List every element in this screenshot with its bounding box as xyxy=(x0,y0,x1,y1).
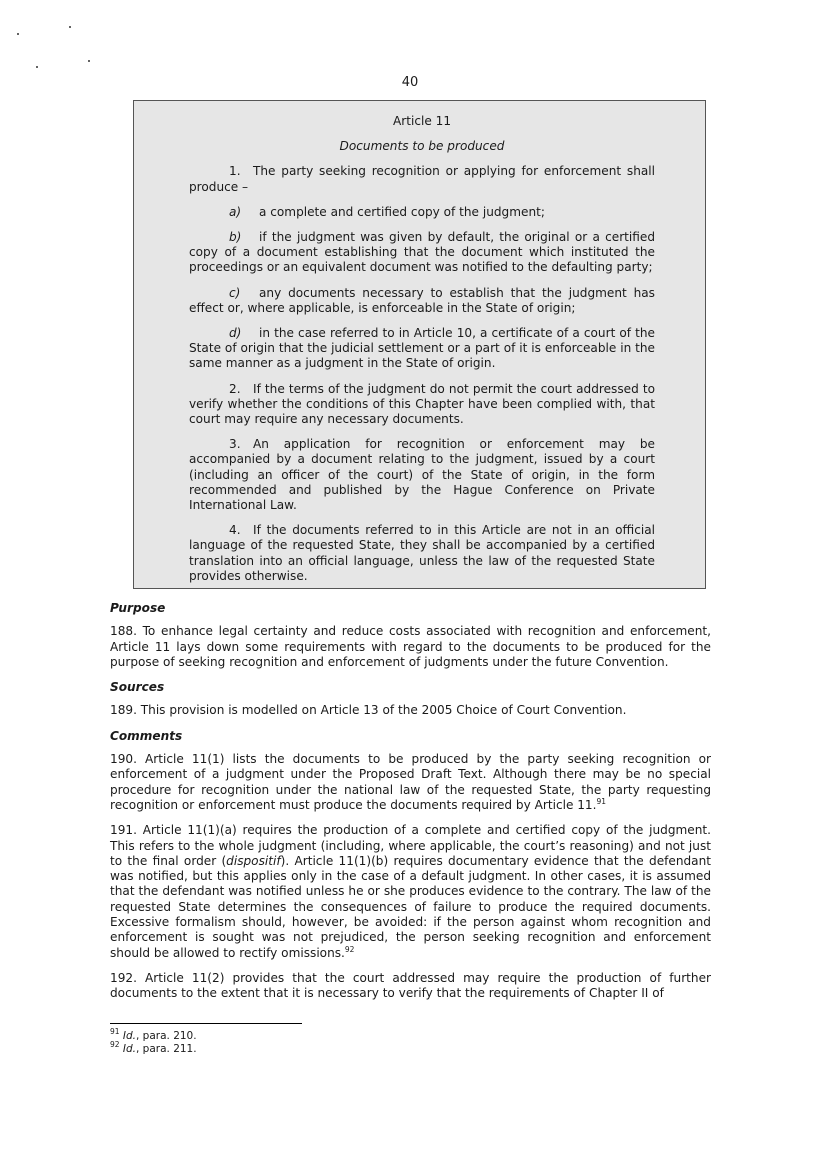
section-heading-purpose: Purpose xyxy=(110,601,166,615)
footnotes xyxy=(110,1027,197,1056)
paragraph-text: If the terms of the judgment do not permit the court addressed to verify whether the conditions of this Chapter have been complied with, that court may require any necessary documents. xyxy=(189,381,655,427)
paragraph-text: ). Article 11(1)(b) requires documentary evidence that the defendant was notified, but this applies only in the case of a default judgment. In other cases, it is assumed that the defendant was notified unless he or she produces evidence to the contrary. The law of the requested State determines the consequences of failure to produce the required documents. Excessive formalism should, however, be avoided: if the person against whom recognition and enforcement is sought was not prejudiced, the person seeking recognition and enforcement should be allowed to rectify omissions. xyxy=(110,853,711,960)
paragraph-marker: 1. xyxy=(229,164,241,179)
footnote-italic: Id. xyxy=(122,1030,136,1042)
article-subparagraph-c xyxy=(189,286,655,316)
footnote-italic: Id. xyxy=(122,1043,136,1055)
paragraph-text: The party seeking recognition or applying for enforcement shall produce – xyxy=(189,164,655,194)
paragraph-text: if the judgment was given by default, the original or a certified copy of a document establishing that the document which instituted the proceedings or an equivalent document was notified to the defaulting party; xyxy=(189,230,655,275)
paragraph-marker: d) xyxy=(229,326,242,341)
article-subparagraph-d xyxy=(189,326,655,372)
scan-speck xyxy=(17,33,19,35)
footnote-number: 92 xyxy=(110,1040,120,1049)
section-heading-sources: Sources xyxy=(110,680,165,695)
paragraph-text: in the case referred to in Article 10, a certificate of a court of the State of origin that the judicial settlement or a part of it is enforceable in the same manner as a judgment in the State of origin. xyxy=(189,326,655,371)
scan-speck xyxy=(88,60,90,62)
report-body xyxy=(110,601,711,1012)
section-heading-comments: Comments xyxy=(110,728,183,743)
article-paragraph-4 xyxy=(189,523,655,584)
paragraph-text: If the documents referred to in this Article are not in an official language of the requested State, they shall be accompanied by a certified translation into an official language, unless the law of the requested State provides otherwise. xyxy=(189,523,655,583)
paragraph-text: 191. Article 11(1)(a) requires the production of a complete and certified copy of the judgment. This refers to the whole judgment (including, where applicable, the court’s reasoning) and not just to the final order ( xyxy=(110,823,711,868)
paragraph-188: 188. To enhance legal certainty and reduce costs associated with recognition and enforcement, Article 11 lays down some requirements with regard to the documents to be produced for the purpose of seeking recognition and enforcement of judgments under the future Convention. xyxy=(110,624,711,669)
footnote-text: , para. 210. xyxy=(136,1030,197,1042)
paragraph-text: An application for recognition or enforcement may be accompanied by a document relating to the judgment, issued by a court (including an officer of the court) of the State of origin, in the form recommended and published by the Hague Conference on Private International Law. xyxy=(189,437,655,513)
scan-speck xyxy=(69,26,71,28)
article-title: Article 11 xyxy=(392,114,452,128)
footnote-reference[interactable]: 91 xyxy=(596,796,607,806)
article-paragraph-3 xyxy=(189,437,655,513)
footnote-reference[interactable]: 92 xyxy=(344,944,355,954)
paragraph-marker: c) xyxy=(229,285,241,300)
footnote-number: 91 xyxy=(110,1027,120,1036)
italic-term: dispositif xyxy=(226,853,281,868)
article-subtitle: Documents to be produced xyxy=(339,139,505,154)
paragraph-191 xyxy=(110,823,711,961)
page-number: 40 xyxy=(401,75,419,90)
article-subparagraph-a xyxy=(189,205,655,220)
footnote-91 xyxy=(110,1027,197,1043)
paragraph-190 xyxy=(110,752,711,813)
paragraph-189: 189. This provision is modelled on Article 13 of the 2005 Choice of Court Convention. xyxy=(110,703,627,718)
footnote-92 xyxy=(110,1040,197,1056)
article-subparagraph-b xyxy=(189,230,655,276)
footnote-text: , para. 211. xyxy=(136,1043,197,1055)
scan-speck xyxy=(36,66,38,68)
article-paragraph-1 xyxy=(189,164,655,194)
paragraph-text: a complete and certified copy of the judgment; xyxy=(259,204,545,219)
paragraph-marker: 4. xyxy=(229,523,241,538)
paragraph-marker: 3. xyxy=(229,437,241,452)
article-paragraph-2 xyxy=(189,382,655,428)
footnote-divider xyxy=(110,1023,302,1024)
paragraph-marker: a) xyxy=(229,204,242,219)
paragraph-text: any documents necessary to establish that the judgment has effect or, where applicable, is enforceable in the State of origin; xyxy=(189,285,655,315)
paragraph-text: 190. Article 11(1) lists the documents to be produced by the party seeking recognition or enforcement of a judgment under the Proposed Draft Text. Although there may be no special procedure for recognition under the national law of the requested State, the party requesting recognition or enforcement must produce the documents required by Article 11. xyxy=(110,752,711,812)
paragraph-192: 192. Article 11(2) provides that the court addressed may require the production of further documents to the extent that it is necessary to verify that the requirements of Chapter II of xyxy=(110,970,711,1001)
paragraph-marker: b) xyxy=(229,230,242,245)
article-text-box xyxy=(133,100,706,589)
paragraph-marker: 2. xyxy=(229,381,241,396)
